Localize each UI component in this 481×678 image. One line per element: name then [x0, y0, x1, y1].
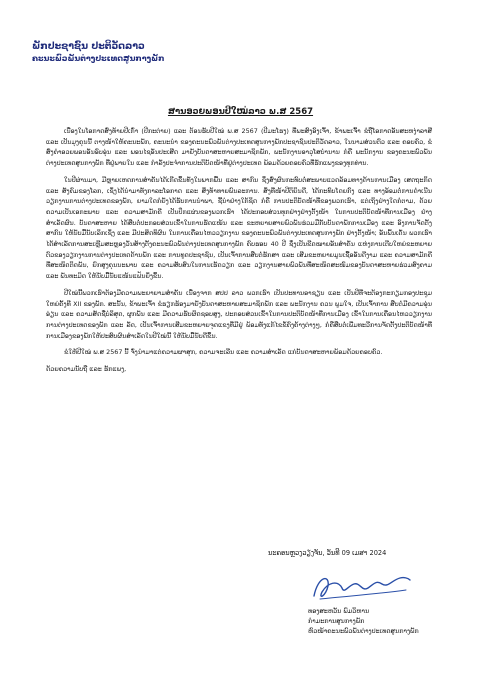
place-date: ນະຄອນຫຼວງວຽງຈັນ, ວັນທີ 09 ເມສາ 2024 — [268, 549, 387, 557]
org-header — [32, 40, 292, 65]
party-name: ພັກປະຊາຊົນ ປະຕິວັດລາວ — [32, 41, 145, 52]
paragraph: ໃນປີຜ່ານມາ, ມີຫຼາຍເຫດການສຳຄັນໄດ້ເກີດຂຶ້ນທັງໃນພາກພື້ນ ແລະ ສາກົນ ຊຶ່ງສົ່ງຜົນກະທົບຕໍ່ສະພາບແວດລ້ອມທາງດ້ານການເມືອງ ເສດຖະກິດ ແລະ ສັງຄົມຂອງໂລກ, ເຊິ່ງໄດ້ນຳມາທັງກາລະໂອກາດ ແລະ ສິ່ງທ້າທາຍພົນລະການ. ສິ່ງທີ່ໜ້າປີຕິຍິນດີ, ໄດ້ກະທົບໂດຍກົງ ແລະ ທາງອ້ອມຕໍ່ການດຳເນີນວຽກງານການຕ່າງປະເທດຂອງພັກ, ຍາມໃດກໍຍັງໄດ້ຮັບການນຳພາ, ຊີ້ນຳຢ່າງໃກ້ຊິດ ກໍຄື ການປະຕິບັດໜ້າທີ່ຂອງພວກເຮົາ, ແຕ່ເຖິງຢ່າງໃດກໍຕາມ, ດ້ວຍຄວາມເປັນເອກະພາບ ແລະ ຄວາມສາມັກຄີ ເປັນປຶກແຜ່ນຂອງພວກເຮົາ ໄດ້ປະກອບສ່ວນທຸກຢ່າງຢ່າງຕັ້ງໜ້າ ໃນການປະຕິບັດໜ້າທີ່ການເມືອງ ຢ່າງສຳເລັດຜົນ. ບັນດາສະຫາຍ ໄດ້ສືບຕໍ່ປະກອບສ່ວນເຂົ້າໃນການຮັດແໜ້ນ ແລະ ຂະຫຍາຍສາຍພົວພັນຮ່ວມມືກັບບັນດາພັກການເມືອງ ແລະ ອົງການຈັດຕັ້ງສາກົນ ໃຫ້ນັບມື້ນັບເລິກເຊິ່ງ ແລະ ມີປະສິດທິຜົນ ໃນການເຄື່ອນໄຫວວຽກງານ ຂອງຄະນະພົວພັນຕ່າງປະເທດສູນກາງພັກ ຢ່າງຕັ້ງໜ້າ; ອັນພົ້ນເດັ່ນ ພວກເຮົາໄດ້ສຳເລັດການສະເຫຼີມສະຫຼອງວັນສ້າງຕັ້ງຄະນະພົວພັນຕ່າງປະເທດສູນກາງພັກ ຄົບຮອບ 40 ປີ ຊຶ່ງເປັນຂີດໝາຍອັນສຳຄັນ ແຫ່ງການເຕີບໃຫຍ່ຂະຫຍາຍຕົວຂອງວຽກງານການຕ່າງປະເທດດ້ານພັກ ແລະ ການທູດປະຊາຊົນ, ເປັນເຈົ້າການສືບຕໍ່ຮັກສາ ແລະ ເສີມຂະຫຍາຍມູນເຊື້ອອັນດີງາມ ແລະ ຄວາມສາມັກຄີທີ່ສະໜິດຕິດພັນ, ຍົກສູງຄຸນນະພາບ ແລະ ຄວາມສັບສົນໃນການເຮັດວຽກ ແລະ ວຽກງານສາຍພົວພັນທີ່ສະໜິດສະໜົມຂອງບັນດາສະຫາຍຮ່ວມສົງຄາມ ແລະ ພັນທະມິດ ໃຫ້ນັບມື້ນັບແໜ້ນແຟ້ນຍິ່ງຂຶ້ນ. — [46, 175, 432, 281]
handwritten-signature — [308, 566, 412, 606]
paragraph: ເນື່ອງໃນໂອກາດສົ່ງທ້າຍປີເກົ່າ (ປີກະຕ່າຍ) ແລະ ຕ້ອນຮັບປີໃໝ່ ພ.ສ 2567 (ປີມະໂຮງ) ທີ່ພະສົງອົງເຈົ້າ, ຂ້າພະເຈົ້າ ຂໍຖືໂອກາດອັນສະຫງ່າລາສີ ແລະ ເປັນມຸງຄຸນນີ້ ຕາງໜ້າໃຫ້ຄະນະພັກ, ຄະນະນຳ ຂອງຄະນະພົວພັນຕ່າງປະເທດສູນກາງພັກປະຊາຊົນປະຕິວັດລາວ, ໃນນາມສ່ວນຕົວ ແລະ ຄອບຄົວ, ຂໍສົ່ງຄຳອວຍພອນອັນອົບອຸ່ນ ແລະ ພອນໄຊອັນປະເສີດ ມາຍັງບັນດາສະຫາຍສະມາຊິກພັກ, ພະນັກງານອາວຸໂສບຳນານ ກໍຄື ພະນັກງານ ຂອງຄະນະພົວພັນຕ່າງປະເທດສູນກາງພັກ ທີ່ຢູ່ພາຍໃນ ແລະ ກຳລັງປະຈຳການປະຕິບັດໜ້າທີ່ຢູ່ຕ່າງປະເທດ ພ້ອມດ້ວຍຄອບຄົວທີ່ຮັກແພງຂອງທຸກທ່ານ. — [46, 127, 432, 168]
signatory-organization: ຫົວໜ້າຄະນະພົວພັນຕ່າງປະເທດສູນກາງພັກ — [308, 627, 419, 635]
signature-block — [268, 548, 458, 636]
signatory-name: ທອງສະຫວັນ ພົມວິຫານ — [308, 607, 370, 615]
signatory-role: ກຳມະການສູນກາງພັກ — [308, 617, 365, 625]
committee-name: ຄະນະພົວພັນຕ່າງປະເທດສູນກາງພັກ — [32, 54, 165, 63]
closing-salutation: ດ້ວຍຄວາມນັບຖື ແລະ ຮັກແພງ, — [46, 365, 127, 374]
letter-body — [46, 126, 432, 381]
paragraph: ປີໃໝ່ນີ້ພວກເຮົາຕ້ອງມີຄວາມພະຍາຍາມສຳຄັນ ເນື່ອງຈາກ ສປປ ລາວ ພວກເຮົາ ເປັນປະທານອາຊຽນ ແລະ ເປັນປີທີ່ຈະຕ້ອງກະກຽມກອງປະຊຸມໃຫຍ່ຄັ້ງທີ XII ຂອງພັກ. ສະນັ້ນ, ຂ້າພະເຈົ້າ ຂໍຮຽກຮ້ອງມາຍັງບັນດາສະຫາຍສະມາຊິກພັກ ແລະ ພະນັກງານ ຄວນ ພູມໃຈ, ເປັນເຈົ້າການ ສືບຕໍ່ມີຄວາມອຸ່ນອ່ຽນ ແລະ ຄວາມສັດຊື່ບໍລິສຸດ, ຜູກພັນ ແລະ ມີຄວາມຮັບຜິດຊອບສູງ, ປະກອບສ່ວນເຂົ້າໃນການປະຕິບັດໜ້າທີ່ການເມືອງ ເຂົ້າໃນການເຄື່ອນໄຫວວຽກງານການຕ່າງປະເທດຂອງພັກ ແລະ ລັດ, ເປັນເຈົ້າການເສີມຂະຫຍາຍຈຸດແຂງທີ່ມີຢູ່ ພ້ອມທັງແກ້ໄຂຂໍ້ຄົງຄ້າງຕ່າງໆ, ກໍຄືສືບຕໍ່ເພີ່ມທະວີການຈັດຕັ້ງປະຕິບັດໜ້າທີ່ການເມືອງຂອງພັກໃຫ້ປະສົບຜົນສຳເລັດໃນປີໃໝ່ນີ້ ໃຫ້ນັບມື້ນັບດີຂຶ້ນ. — [46, 288, 432, 340]
letter-title: ສານອວຍພອນປີໃໝ່ລາວ ພ.ສ 2567 — [167, 107, 314, 117]
paragraph: ຂໍໃຫ້ປີໃໝ່ ພ.ສ 2567 ນີ້ ຈົ່ງນຳມາແຕ່ຄວາມຜາສຸກ, ຄວາມຈະເລີນ ແລະ ຄວາມສຳເລັດ ແກ່ບັນດາສະຫາຍພ້ອມດ້ວຍຄອບຄົວ. — [64, 348, 383, 357]
